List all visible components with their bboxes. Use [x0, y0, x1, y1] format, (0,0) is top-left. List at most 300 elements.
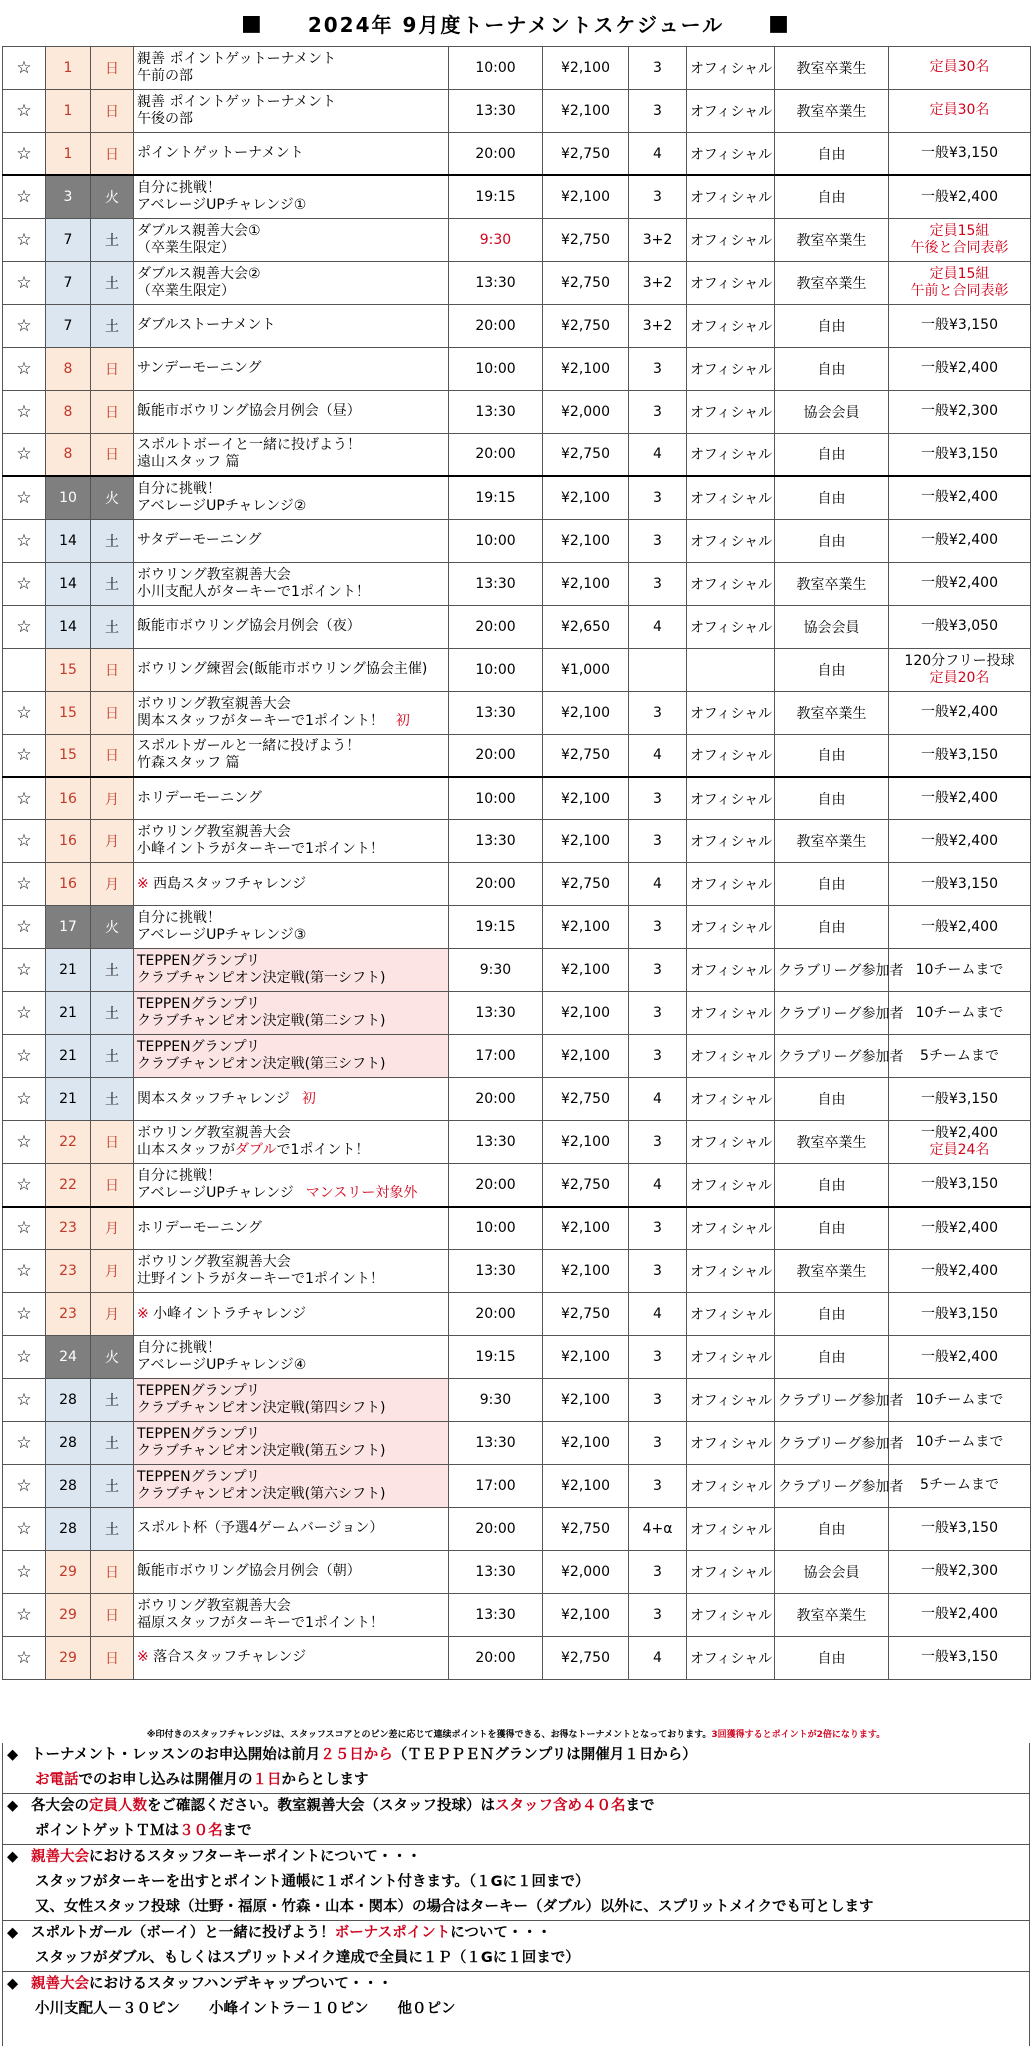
- tournament-type: オフィシャル: [687, 1250, 775, 1293]
- tournament-type: オフィシャル: [687, 863, 775, 906]
- weekday-cell: 月: [91, 777, 134, 820]
- entry-fee: ¥2,750: [543, 304, 629, 347]
- star-mark: ☆: [3, 304, 46, 347]
- entry-fee: ¥2,100: [543, 89, 629, 132]
- table-row: [3, 562, 1031, 605]
- game-count: 3: [629, 1121, 687, 1164]
- note-cell: [889, 433, 1031, 476]
- event-name-line: [137, 1306, 445, 1323]
- note-line: 120分フリー投球: [904, 652, 1015, 669]
- event-name: [134, 691, 449, 734]
- event-name-segment: で1ポイント！: [276, 1142, 370, 1159]
- star-mark: ☆: [3, 390, 46, 433]
- eligibility: クラブリーグ参加者: [775, 949, 889, 992]
- table-row: [3, 1250, 1031, 1293]
- star-mark: ☆: [3, 1379, 46, 1422]
- event-name-line: 竹森スタッフ 篇: [137, 755, 240, 772]
- note-line: 10チームまで: [915, 1391, 1004, 1408]
- entry-fee: ¥2,650: [543, 605, 629, 648]
- event-name-line: 自分に挑戦！: [137, 1340, 221, 1357]
- star-mark: ☆: [3, 347, 46, 390]
- date-cell: 14: [46, 605, 91, 648]
- game-count: 3+2: [629, 218, 687, 261]
- star-mark: ☆: [3, 261, 46, 304]
- star-mark: ☆: [3, 218, 46, 261]
- start-time: 20:00: [449, 132, 543, 175]
- diamond-bullet-icon: ◆: [7, 1747, 19, 1763]
- weekday-cell: 火: [91, 476, 134, 519]
- weekday-cell: 月: [91, 820, 134, 863]
- event-name: [134, 476, 449, 519]
- fine-print: [0, 1727, 1032, 1740]
- event-name-line: スポルトボーイと一緒に投げよう！: [137, 437, 361, 454]
- event-name-line: 関本スタッフがターキーで1ポイント！ 初: [137, 712, 410, 729]
- game-count: 4: [629, 863, 687, 906]
- eligibility: 自由: [775, 648, 889, 691]
- star-mark: ☆: [3, 132, 46, 175]
- eligibility: 教室卒業生: [775, 1250, 889, 1293]
- notice-text: お電話: [35, 1772, 79, 1788]
- notice-text: 親善大会: [31, 1976, 89, 1992]
- table-row: [3, 1636, 1031, 1679]
- star-mark: ☆: [3, 1464, 46, 1507]
- date-cell: 1: [46, 132, 91, 175]
- entry-fee: ¥2,100: [543, 1379, 629, 1422]
- note-cell: [889, 1507, 1031, 1550]
- event-tag: マンスリー対象外: [305, 1184, 418, 1201]
- weekday-cell: 日: [91, 47, 134, 90]
- weekday-cell: 日: [91, 89, 134, 132]
- event-name-line: 飯能市ボウリング協会月例会（朝）: [137, 1563, 361, 1580]
- weekday-cell: 日: [91, 691, 134, 734]
- weekday-cell: 火: [91, 1336, 134, 1379]
- entry-fee: ¥2,750: [543, 1507, 629, 1550]
- eligibility: クラブリーグ参加者: [775, 992, 889, 1035]
- event-name-line: 午前の部: [137, 67, 193, 84]
- star-mark: ☆: [3, 1336, 46, 1379]
- note-cell: [889, 519, 1031, 562]
- event-name: [134, 390, 449, 433]
- note-line: 一般¥2,400: [921, 832, 998, 849]
- entry-fee: ¥2,100: [543, 1593, 629, 1636]
- note-line: 一般¥3,150: [921, 1305, 998, 1322]
- event-name: [134, 1422, 449, 1465]
- eligibility: 自由: [775, 1336, 889, 1379]
- game-count: 3: [629, 691, 687, 734]
- game-count: 3: [629, 1379, 687, 1422]
- table-row: [3, 1293, 1031, 1336]
- entry-fee: ¥2,750: [543, 433, 629, 476]
- notice-text: スタッフ含め４０名: [495, 1798, 626, 1814]
- event-name-line: TEPPENグランプリ: [137, 1039, 261, 1056]
- table-row: [3, 476, 1031, 519]
- event-name-segment: ダブル: [235, 1142, 277, 1159]
- game-count: 4: [629, 1293, 687, 1336]
- tournament-type: オフィシャル: [687, 1507, 775, 1550]
- tournament-type: オフィシャル: [687, 1379, 775, 1422]
- start-time: 13:30: [449, 261, 543, 304]
- note-cell: [889, 1593, 1031, 1636]
- event-name-segment: 小峰イントラチャレンジ: [148, 1305, 307, 1322]
- note-line: 一般¥3,150: [921, 445, 998, 462]
- event-name-line: ボウリング教室親善大会: [137, 1254, 291, 1271]
- game-count: 3: [629, 1550, 687, 1593]
- note-cell: [889, 1464, 1031, 1507]
- entry-fee: ¥2,750: [543, 863, 629, 906]
- event-name: [134, 906, 449, 949]
- star-mark: ☆: [3, 1078, 46, 1121]
- notice-text: まで: [222, 1823, 252, 1839]
- game-count: 3: [629, 47, 687, 90]
- note-cell: [889, 1379, 1031, 1422]
- tournament-type: オフィシャル: [687, 734, 775, 777]
- event-name-line: [137, 1649, 445, 1666]
- entry-fee: ¥2,100: [543, 175, 629, 218]
- notice-text: をご確認ください。教室親善大会（スタッフ投球）は: [147, 1798, 495, 1814]
- star-mark: ☆: [3, 906, 46, 949]
- game-count: 3: [629, 820, 687, 863]
- star-mark: ☆: [3, 777, 46, 820]
- eligibility: 教室卒業生: [775, 1121, 889, 1164]
- note-line: 一般¥3,150: [921, 145, 998, 162]
- eligibility: 自由: [775, 175, 889, 218]
- table-row: [3, 906, 1031, 949]
- start-time: 20:00: [449, 863, 543, 906]
- event-name: [134, 734, 449, 777]
- start-time: 13:30: [449, 992, 543, 1035]
- game-count: 3: [629, 1422, 687, 1465]
- entry-fee: ¥2,000: [543, 390, 629, 433]
- notice-text: でのお申し込みは開催月の: [78, 1772, 253, 1788]
- table-row: [3, 347, 1031, 390]
- date-cell: 28: [46, 1507, 91, 1550]
- table-row: [3, 1336, 1031, 1379]
- title-text: 2024年 9月度トーナメントスケジュール: [307, 12, 725, 37]
- game-count: 3: [629, 347, 687, 390]
- weekday-cell: 日: [91, 390, 134, 433]
- tournament-type: オフィシャル: [687, 1336, 775, 1379]
- table-row: [3, 1121, 1031, 1164]
- notice-line: [3, 1819, 1029, 1844]
- table-row: [3, 648, 1031, 691]
- entry-fee: ¥2,100: [543, 519, 629, 562]
- game-count: 4: [629, 1164, 687, 1207]
- note-cell: [889, 1207, 1031, 1250]
- weekday-cell: 土: [91, 992, 134, 1035]
- game-count: 3: [629, 390, 687, 433]
- weekday-cell: 日: [91, 648, 134, 691]
- event-name: [134, 1035, 449, 1078]
- weekday-cell: 日: [91, 734, 134, 777]
- star-mark: ☆: [3, 89, 46, 132]
- note-cell: [889, 1078, 1031, 1121]
- event-name-line: アベレージUPチャレンジ マンスリー対象外: [137, 1184, 418, 1201]
- event-name: [134, 1336, 449, 1379]
- event-name-line: クラブチャンピオン決定戦(第二シフト): [137, 1013, 386, 1030]
- date-cell: 8: [46, 390, 91, 433]
- note-cell: [889, 1035, 1031, 1078]
- event-tag: 初: [301, 1090, 316, 1107]
- start-time: 19:15: [449, 1336, 543, 1379]
- notice-text: 小川支配人－３０ピン 小峰イントラ－１０ピン 他０ピン: [35, 2001, 456, 2017]
- star-mark: ☆: [3, 1207, 46, 1250]
- event-name-line: 飯能市ボウリング協会月例会（昼）: [137, 403, 361, 420]
- notice-text: ２５日から: [320, 1747, 393, 1763]
- entry-fee: ¥2,100: [543, 691, 629, 734]
- game-count: 3+2: [629, 304, 687, 347]
- event-name-line: クラブチャンピオン決定戦(第一シフト): [137, 970, 386, 987]
- weekday-cell: 土: [91, 1464, 134, 1507]
- start-time: 20:00: [449, 1507, 543, 1550]
- star-mark: ☆: [3, 562, 46, 605]
- date-cell: 7: [46, 261, 91, 304]
- weekday-cell: 土: [91, 1422, 134, 1465]
- note-cell: [889, 605, 1031, 648]
- table-row: [3, 132, 1031, 175]
- note-line: 一般¥2,400: [921, 704, 998, 721]
- entry-fee: ¥2,750: [543, 261, 629, 304]
- notice-line: [3, 1844, 1029, 1870]
- entry-fee: ¥2,100: [543, 992, 629, 1035]
- event-name: [134, 1593, 449, 1636]
- event-name: [134, 433, 449, 476]
- start-time: 9:30: [449, 218, 543, 261]
- note-line: 10チームまで: [915, 961, 1004, 978]
- date-cell: 16: [46, 820, 91, 863]
- event-name-line: 親善 ポイントゲットーナメント: [137, 50, 337, 67]
- note-line: 午前と合同表彰: [910, 282, 1009, 299]
- event-name-line: アベレージUPチャレンジ③: [137, 927, 307, 944]
- eligibility: 自由: [775, 734, 889, 777]
- entry-fee: ¥2,100: [543, 1422, 629, 1465]
- event-name: [134, 218, 449, 261]
- tournament-type: オフィシャル: [687, 1422, 775, 1465]
- eligibility: 自由: [775, 1078, 889, 1121]
- start-time: 10:00: [449, 47, 543, 90]
- event-name-line: アベレージUPチャレンジ②: [137, 497, 307, 514]
- notice-line: [3, 1997, 1029, 2022]
- table-row: [3, 1164, 1031, 1207]
- event-name-line: 小峰イントラがターキーで1ポイント！: [137, 841, 384, 858]
- date-cell: 14: [46, 519, 91, 562]
- note-line: 一般¥2,400: [921, 1125, 998, 1142]
- note-cell: [889, 390, 1031, 433]
- star-mark: ☆: [3, 1250, 46, 1293]
- title-square-icon: ■: [768, 10, 791, 36]
- note-line: 一般¥2,300: [921, 403, 998, 420]
- tournament-type: オフィシャル: [687, 820, 775, 863]
- weekday-cell: 月: [91, 1250, 134, 1293]
- event-name-line: TEPPENグランプリ: [137, 953, 261, 970]
- note-line: 一般¥2,400: [921, 918, 998, 935]
- eligibility: 教室卒業生: [775, 47, 889, 90]
- tournament-type: オフィシャル: [687, 777, 775, 820]
- table-row: [3, 605, 1031, 648]
- tournament-type: オフィシャル: [687, 949, 775, 992]
- tournament-type: オフィシャル: [687, 605, 775, 648]
- event-name-line: TEPPENグランプリ: [137, 1383, 261, 1400]
- entry-fee: ¥2,750: [543, 1293, 629, 1336]
- entry-fee: ¥2,100: [543, 1250, 629, 1293]
- event-name: [134, 562, 449, 605]
- event-name: [134, 304, 449, 347]
- table-row: [3, 218, 1031, 261]
- start-time: 10:00: [449, 347, 543, 390]
- date-cell: 1: [46, 47, 91, 90]
- event-name: [134, 1078, 449, 1121]
- note-cell: [889, 1293, 1031, 1336]
- event-name: [134, 605, 449, 648]
- date-cell: 15: [46, 734, 91, 777]
- event-name: [134, 1507, 449, 1550]
- table-row: [3, 1550, 1031, 1593]
- start-time: 10:00: [449, 777, 543, 820]
- entry-fee: ¥1,000: [543, 648, 629, 691]
- start-time: 20:00: [449, 1636, 543, 1679]
- note-cell: [889, 820, 1031, 863]
- eligibility: 自由: [775, 863, 889, 906]
- entry-fee: ¥2,100: [543, 906, 629, 949]
- date-cell: 21: [46, 992, 91, 1035]
- event-name-line: 福原スタッフがターキーで1ポイント！: [137, 1614, 384, 1631]
- notice-text: スタッフがダブル、もしくはスプリットメイク達成で全員に１Ｐ（１Gに１回まで）: [35, 1950, 580, 1966]
- entry-fee: ¥2,100: [543, 562, 629, 605]
- table-row: [3, 949, 1031, 992]
- table-row: [3, 1464, 1031, 1507]
- weekday-cell: 火: [91, 906, 134, 949]
- eligibility: クラブリーグ参加者: [775, 1422, 889, 1465]
- event-name-line: （卒業生限定）: [137, 239, 235, 256]
- event-name-line: ホリデーモーニング: [137, 1219, 262, 1236]
- event-name-line: 関本スタッフチャレンジ 初: [137, 1090, 316, 1107]
- entry-fee: ¥2,100: [543, 949, 629, 992]
- eligibility: 協会会員: [775, 390, 889, 433]
- entry-fee: ¥2,100: [543, 1207, 629, 1250]
- star-mark: ☆: [3, 476, 46, 519]
- notice-text: ３０名: [179, 1823, 223, 1839]
- event-name: [134, 648, 449, 691]
- note-line: 一般¥2,400: [921, 532, 998, 549]
- tournament-type: オフィシャル: [687, 562, 775, 605]
- entry-fee: ¥2,100: [543, 47, 629, 90]
- date-cell: 21: [46, 1078, 91, 1121]
- schedule-table: [2, 46, 1031, 1680]
- game-count: 3: [629, 949, 687, 992]
- tournament-type: オフィシャル: [687, 1035, 775, 1078]
- date-cell: 15: [46, 691, 91, 734]
- entry-fee: ¥2,100: [543, 1464, 629, 1507]
- table-row: [3, 261, 1031, 304]
- game-count: 3: [629, 777, 687, 820]
- table-row: [3, 1422, 1031, 1465]
- start-time: 20:00: [449, 1293, 543, 1336]
- event-name: [134, 519, 449, 562]
- notice-line: [3, 1870, 1029, 1895]
- notice-text: 又、女性スタッフ投球（辻野・福原・竹森・山本・関本）の場合はターキー（ダブル）以外に、スプリットメイクでも可とします: [35, 1899, 874, 1915]
- start-time: 9:30: [449, 1379, 543, 1422]
- event-name: [134, 992, 449, 1035]
- start-time: 9:30: [449, 949, 543, 992]
- notes-section: [2, 1743, 1030, 2046]
- game-count: 3: [629, 1336, 687, 1379]
- event-name-line: TEPPENグランプリ: [137, 1425, 261, 1442]
- page-title: [0, 0, 1032, 46]
- table-row: [3, 1035, 1031, 1078]
- tournament-type: オフィシャル: [687, 1078, 775, 1121]
- event-name-line: ボウリング教室親善大会: [137, 824, 291, 841]
- weekday-cell: 土: [91, 218, 134, 261]
- weekday-cell: 日: [91, 1164, 134, 1207]
- tournament-type: オフィシャル: [687, 390, 775, 433]
- date-cell: 8: [46, 433, 91, 476]
- weekday-cell: 火: [91, 175, 134, 218]
- eligibility: 自由: [775, 132, 889, 175]
- table-row: [3, 863, 1031, 906]
- start-time: 17:00: [449, 1464, 543, 1507]
- eligibility: 自由: [775, 347, 889, 390]
- note-line: 一般¥2,400: [921, 1606, 998, 1623]
- start-time: 20:00: [449, 1164, 543, 1207]
- table-row: [3, 433, 1031, 476]
- notice-text: スポルトガール（ボーイ）と一緒に投げよう！: [31, 1925, 335, 1941]
- date-cell: 1: [46, 89, 91, 132]
- eligibility: 協会会員: [775, 605, 889, 648]
- date-cell: 7: [46, 304, 91, 347]
- eligibility: 自由: [775, 777, 889, 820]
- notice-text: におけるスタッフハンデキャップついて・・・: [89, 1976, 393, 1992]
- entry-fee: ¥2,100: [543, 1336, 629, 1379]
- event-name-line: 飯能市ボウリング協会月例会（夜）: [137, 618, 361, 635]
- date-cell: 15: [46, 648, 91, 691]
- note-line: 定員30名: [929, 102, 990, 119]
- note-cell: [889, 261, 1031, 304]
- game-count: 3: [629, 89, 687, 132]
- star-mark: ☆: [3, 605, 46, 648]
- table-row: [3, 1593, 1031, 1636]
- date-cell: 29: [46, 1550, 91, 1593]
- note-cell: [889, 1422, 1031, 1465]
- note-cell: [889, 863, 1031, 906]
- eligibility: クラブリーグ参加者: [775, 1464, 889, 1507]
- start-time: 17:00: [449, 1035, 543, 1078]
- table-row: [3, 1507, 1031, 1550]
- note-cell: [889, 1250, 1031, 1293]
- game-count: 4: [629, 433, 687, 476]
- note-line: 一般¥2,400: [921, 1262, 998, 1279]
- tournament-type: オフィシャル: [687, 175, 775, 218]
- note-cell: [889, 734, 1031, 777]
- game-count: 3: [629, 519, 687, 562]
- note-cell: [889, 992, 1031, 1035]
- tournament-type: オフィシャル: [687, 1550, 775, 1593]
- notice-text: １日: [252, 1772, 282, 1788]
- start-time: 19:15: [449, 906, 543, 949]
- table-row: [3, 820, 1031, 863]
- note-line: 5チームまで: [920, 1047, 999, 1064]
- event-name-line: ボウリング教室親善大会: [137, 1125, 291, 1142]
- event-name: [134, 1379, 449, 1422]
- notice-line: [3, 1971, 1029, 1997]
- eligibility: 協会会員: [775, 1550, 889, 1593]
- start-time: 10:00: [449, 1207, 543, 1250]
- event-name-line: 親善 ポイントゲットーナメント: [137, 93, 337, 110]
- notice-line: [3, 1743, 1029, 1768]
- weekday-cell: 土: [91, 1078, 134, 1121]
- date-cell: 22: [46, 1164, 91, 1207]
- date-cell: 23: [46, 1207, 91, 1250]
- event-name: [134, 1464, 449, 1507]
- start-time: 10:00: [449, 519, 543, 562]
